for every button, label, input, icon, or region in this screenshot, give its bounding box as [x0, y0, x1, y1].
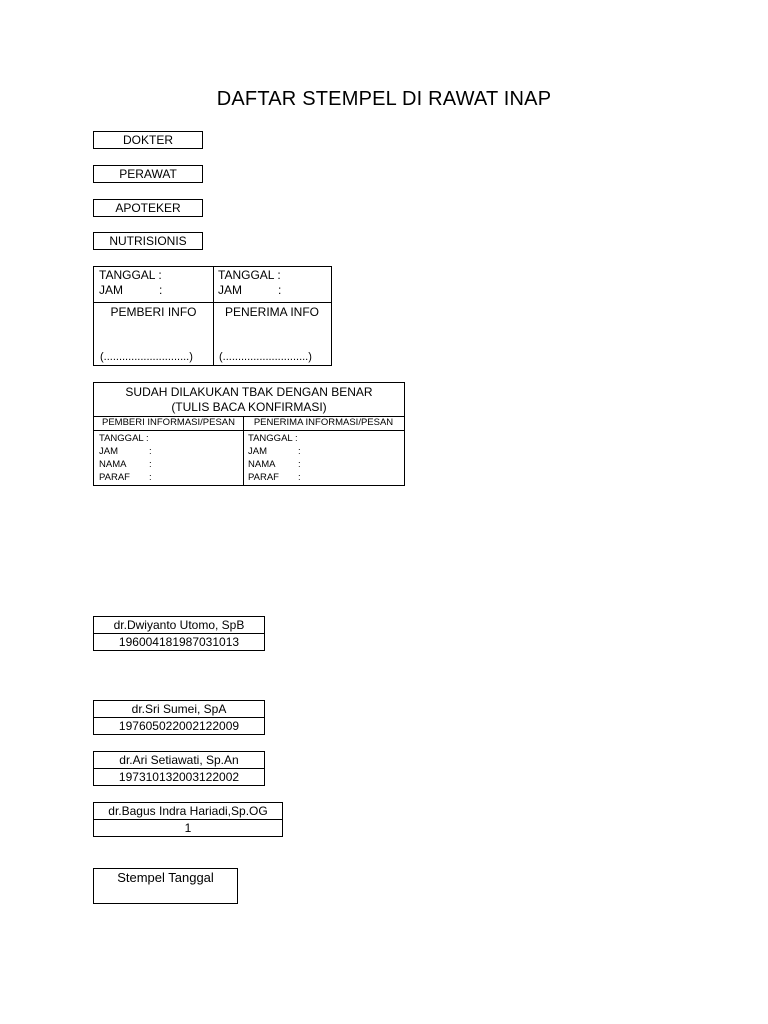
tbak-nama-label: NAMA [248, 459, 276, 470]
penerima-info-label: PENERIMA INFO [224, 305, 319, 319]
role-nutrisionis: NUTRISIONIS [93, 232, 203, 250]
penerima-header [213, 267, 331, 303]
tbak-jam-label: JAM [248, 446, 267, 457]
tbak-stamp [93, 382, 405, 486]
tbak-heading-line2: (TULIS BACA KONFIRMASI) [171, 400, 327, 414]
pemberi-info-label: PEMBERI INFO [110, 305, 197, 319]
doctor-stamp-3 [93, 751, 265, 786]
colon: : [149, 459, 152, 470]
doctor-nip: 196004181987031013 [118, 635, 240, 649]
tbak-heading-line1: SUDAH DILAKUKAN TBAK DENGAN BENAR [125, 385, 373, 399]
tbak-tanggal-label: TANGGAL : [248, 433, 298, 444]
role-dokter: DOKTER [93, 131, 203, 149]
stempel-tanggal-box: Stempel Tanggal [93, 868, 238, 904]
jam-label: JAM [218, 283, 242, 297]
doctor-name: dr.Dwiyanto Utomo, SpB [94, 617, 264, 634]
colon: : [149, 472, 152, 483]
doctor-name: dr.Sri Sumei, SpA [94, 701, 264, 718]
tbak-penerima-header: PENERIMA INFORMASI/PESAN [243, 417, 404, 431]
doctor-name: dr.Bagus Indra Hariadi,Sp.OG [94, 803, 282, 820]
doctor-nip: 1 [184, 821, 192, 835]
colon: : [298, 459, 301, 470]
jam-colon: : [159, 283, 163, 297]
page-title: DAFTAR STEMPEL DI RAWAT INAP [216, 88, 552, 110]
tanggal-label: TANGGAL : [218, 268, 281, 282]
info-stamp [93, 266, 332, 366]
penerima-column [213, 267, 331, 365]
jam-label: JAM [99, 283, 123, 297]
penerima-signature-line: (............................) [219, 351, 312, 363]
colon: : [298, 446, 301, 457]
doctor-name: dr.Ari Setiawati, Sp.An [94, 752, 264, 769]
tbak-nama-label: NAMA [99, 459, 127, 470]
doctor-stamp-2 [93, 700, 265, 735]
tbak-pemberi-header: PEMBERI INFORMASI/PESAN [94, 417, 243, 431]
tbak-jam-label: JAM [99, 446, 118, 457]
colon: : [298, 472, 301, 483]
tbak-pemberi-column [94, 417, 244, 485]
pemberi-column [94, 267, 214, 365]
tbak-tanggal-label: TANGGAL : [99, 433, 149, 444]
role-apoteker: APOTEKER [93, 199, 203, 217]
pemberi-header [94, 267, 213, 303]
tbak-paraf-label: PARAF [248, 472, 279, 483]
doctor-nip: 197605022002122009 [118, 719, 240, 733]
pemberi-signature-line: (............................) [100, 351, 193, 363]
doctor-nip: 197310132003122002 [118, 770, 240, 784]
role-perawat: PERAWAT [93, 165, 203, 183]
colon: : [149, 446, 152, 457]
tbak-paraf-label: PARAF [99, 472, 130, 483]
tanggal-label: TANGGAL : [99, 268, 162, 282]
doctor-stamp-1 [93, 616, 265, 651]
tbak-penerima-column [243, 417, 404, 485]
jam-colon: : [278, 283, 282, 297]
doctor-stamp-4 [93, 802, 283, 837]
tbak-heading [94, 383, 404, 417]
